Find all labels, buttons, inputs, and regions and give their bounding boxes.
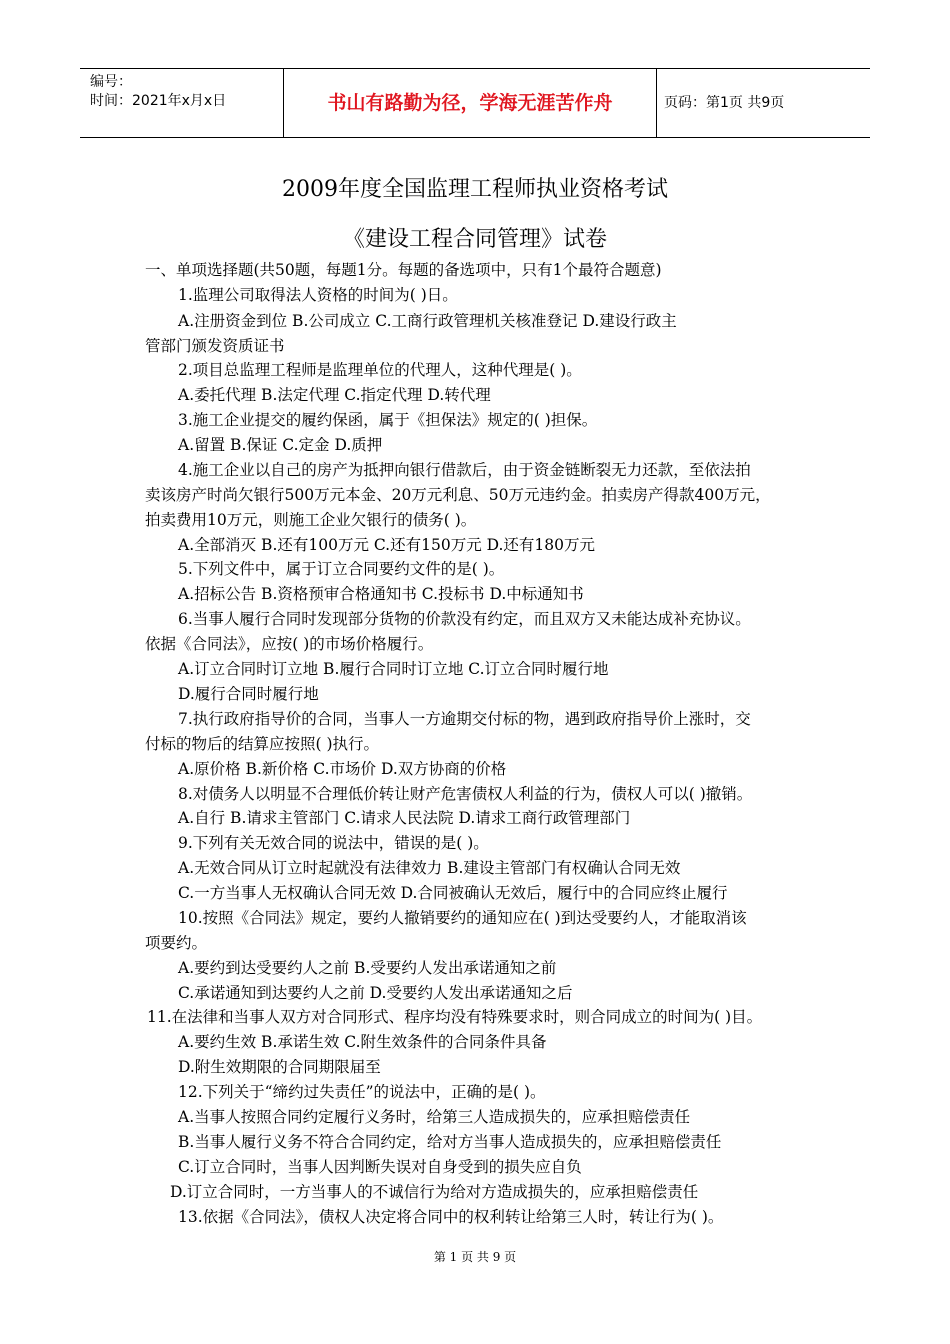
answer-options: D.附生效期限的合同期限届至 <box>178 1058 381 1076</box>
answer-options: B.当事人履行义务不符合合同约定，给对方当事人造成损失的，应承担赔偿责任 <box>178 1133 722 1151</box>
answer-options: 管部门颁发资质证书 <box>145 337 285 355</box>
question-text: 1.监理公司取得法人资格的时间为( )日。 <box>178 286 458 304</box>
question-text: 2.项目总监理工程师是监理单位的代理人，这种代理是( )。 <box>178 361 582 379</box>
header-page-info: 页码：第1页 共9页 <box>664 95 785 111</box>
page-header <box>80 68 870 138</box>
answer-options: A.当事人按照合同约定履行义务时，给第三人造成损失的，应承担赔偿责任 <box>178 1108 691 1126</box>
question-text: 付标的物后的结算应按照( )执行。 <box>145 735 380 753</box>
answer-options: A.留置 B.保证 C.定金 D.质押 <box>178 436 383 454</box>
answer-options: C.订立合同时，当事人因判断失误对自身受到的损失应自负 <box>178 1158 582 1176</box>
question-text: 9.下列有关无效合同的说法中，错误的是( )。 <box>178 834 489 852</box>
question-text: 8.对债务人以明显不合理低价转让财产危害债权人利益的行为，债权人可以( )撤销。 <box>178 785 753 803</box>
question-text: 依据《合同法》，应按( )的市场价格履行。 <box>145 635 434 653</box>
answer-options: A.自行 B.请求主管部门 C.请求人民法院 D.请求工商行政管理部门 <box>178 809 631 827</box>
answer-options: C.一方当事人无权确认合同无效 D.合同被确认无效后，履行中的合同应终止履行 <box>178 884 728 902</box>
answer-options: C.承诺通知到达要约人之前 D.受要约人发出承诺通知之后 <box>178 984 573 1002</box>
exam-title: 2009年度全国监理工程师执业资格考试 <box>282 177 668 202</box>
question-text: 项要约。 <box>145 934 208 952</box>
date-label: 时间：2021年x月x日 <box>90 93 227 109</box>
exam-subtitle: 《建设工程合同管理》试卷 <box>342 227 607 252</box>
answer-options: A.注册资金到位 B.公司成立 C.工商行政管理机关核准登记 D.建设行政主 <box>178 312 677 330</box>
question-text: 6.当事人履行合同时发现部分货物的价款没有约定，而且双方又未能达成补充协议。 <box>178 610 751 628</box>
page-footer: 第 1 页 共 9 页 <box>433 1250 517 1264</box>
question-text: 10.按照《合同法》规定，要约人撤销要约的通知应在( )到达受要约人，才能取消该 <box>178 909 747 927</box>
question-text: 12.下列关于“缔约过失责任”的说法中，正确的是( )。 <box>178 1083 546 1101</box>
answer-options: A.无效合同从订立时起就没有法律效力 B.建设主管部门有权确认合同无效 <box>178 859 681 877</box>
question-text: 卖该房产时尚欠银行500万元本金、20万元利息、50万元违约金。拍卖房产得款400万元， <box>145 486 771 504</box>
answer-options: A.要约到达受要约人之前 B.受要约人发出承诺通知之前 <box>178 959 557 977</box>
code-label: 编号： <box>90 74 132 90</box>
answer-options: D.履行合同时履行地 <box>178 685 319 703</box>
question-text: 5.下列文件中，属于订立合同要约文件的是( )。 <box>178 560 505 578</box>
answer-options: A.要约生效 B.承诺生效 C.附生效条件的合同条件具备 <box>178 1033 547 1051</box>
answer-options: A.订立合同时订立地 B.履行合同时订立地 C.订立合同时履行地 <box>178 660 609 678</box>
question-text: 13.依据《合同法》，债权人决定将合同中的权利转让给第三人时，转让行为( )。 <box>178 1208 724 1226</box>
answer-options: A.委托代理 B.法定代理 C.指定代理 D.转代理 <box>178 386 491 404</box>
question-text: 3.施工企业提交的履约保函，属于《担保法》规定的( )担保。 <box>178 411 598 429</box>
question-text: 4.施工企业以自己的房产为抵押向银行借款后，由于资金链断裂无力还款，至依法拍 <box>178 461 751 479</box>
header-meta <box>90 73 226 111</box>
question-text: 拍卖费用10万元，则施工企业欠银行的债务( )。 <box>145 511 477 529</box>
question-text: 11.在法律和当事人双方对合同形式、程序均没有特殊要求时，则合同成立的时间为( )目。 <box>147 1008 763 1026</box>
answer-options: D.订立合同时，一方当事人的不诚信行为给对方造成损失的，应承担赔偿责任 <box>170 1183 699 1201</box>
header-motto: 书山有路勤为径，学海无涯苦作舟 <box>327 92 613 114</box>
header-divider <box>656 69 657 137</box>
answer-options: A.原价格 B.新价格 C.市场价 D.双方协商的价格 <box>178 760 507 778</box>
answer-options: A.招标公告 B.资格预审合格通知书 C.投标书 D.中标通知书 <box>178 585 584 603</box>
section-heading: 一、单项选择题(共50题，每题1分。每题的备选项中，只有1个最符合题意) <box>145 261 662 279</box>
answer-options: A.全部消灭 B.还有100万元 C.还有150万元 D.还有180万元 <box>178 536 596 554</box>
question-text: 7.执行政府指导价的合同，当事人一方逾期交付标的物，遇到政府指导价上涨时，交 <box>178 710 751 728</box>
